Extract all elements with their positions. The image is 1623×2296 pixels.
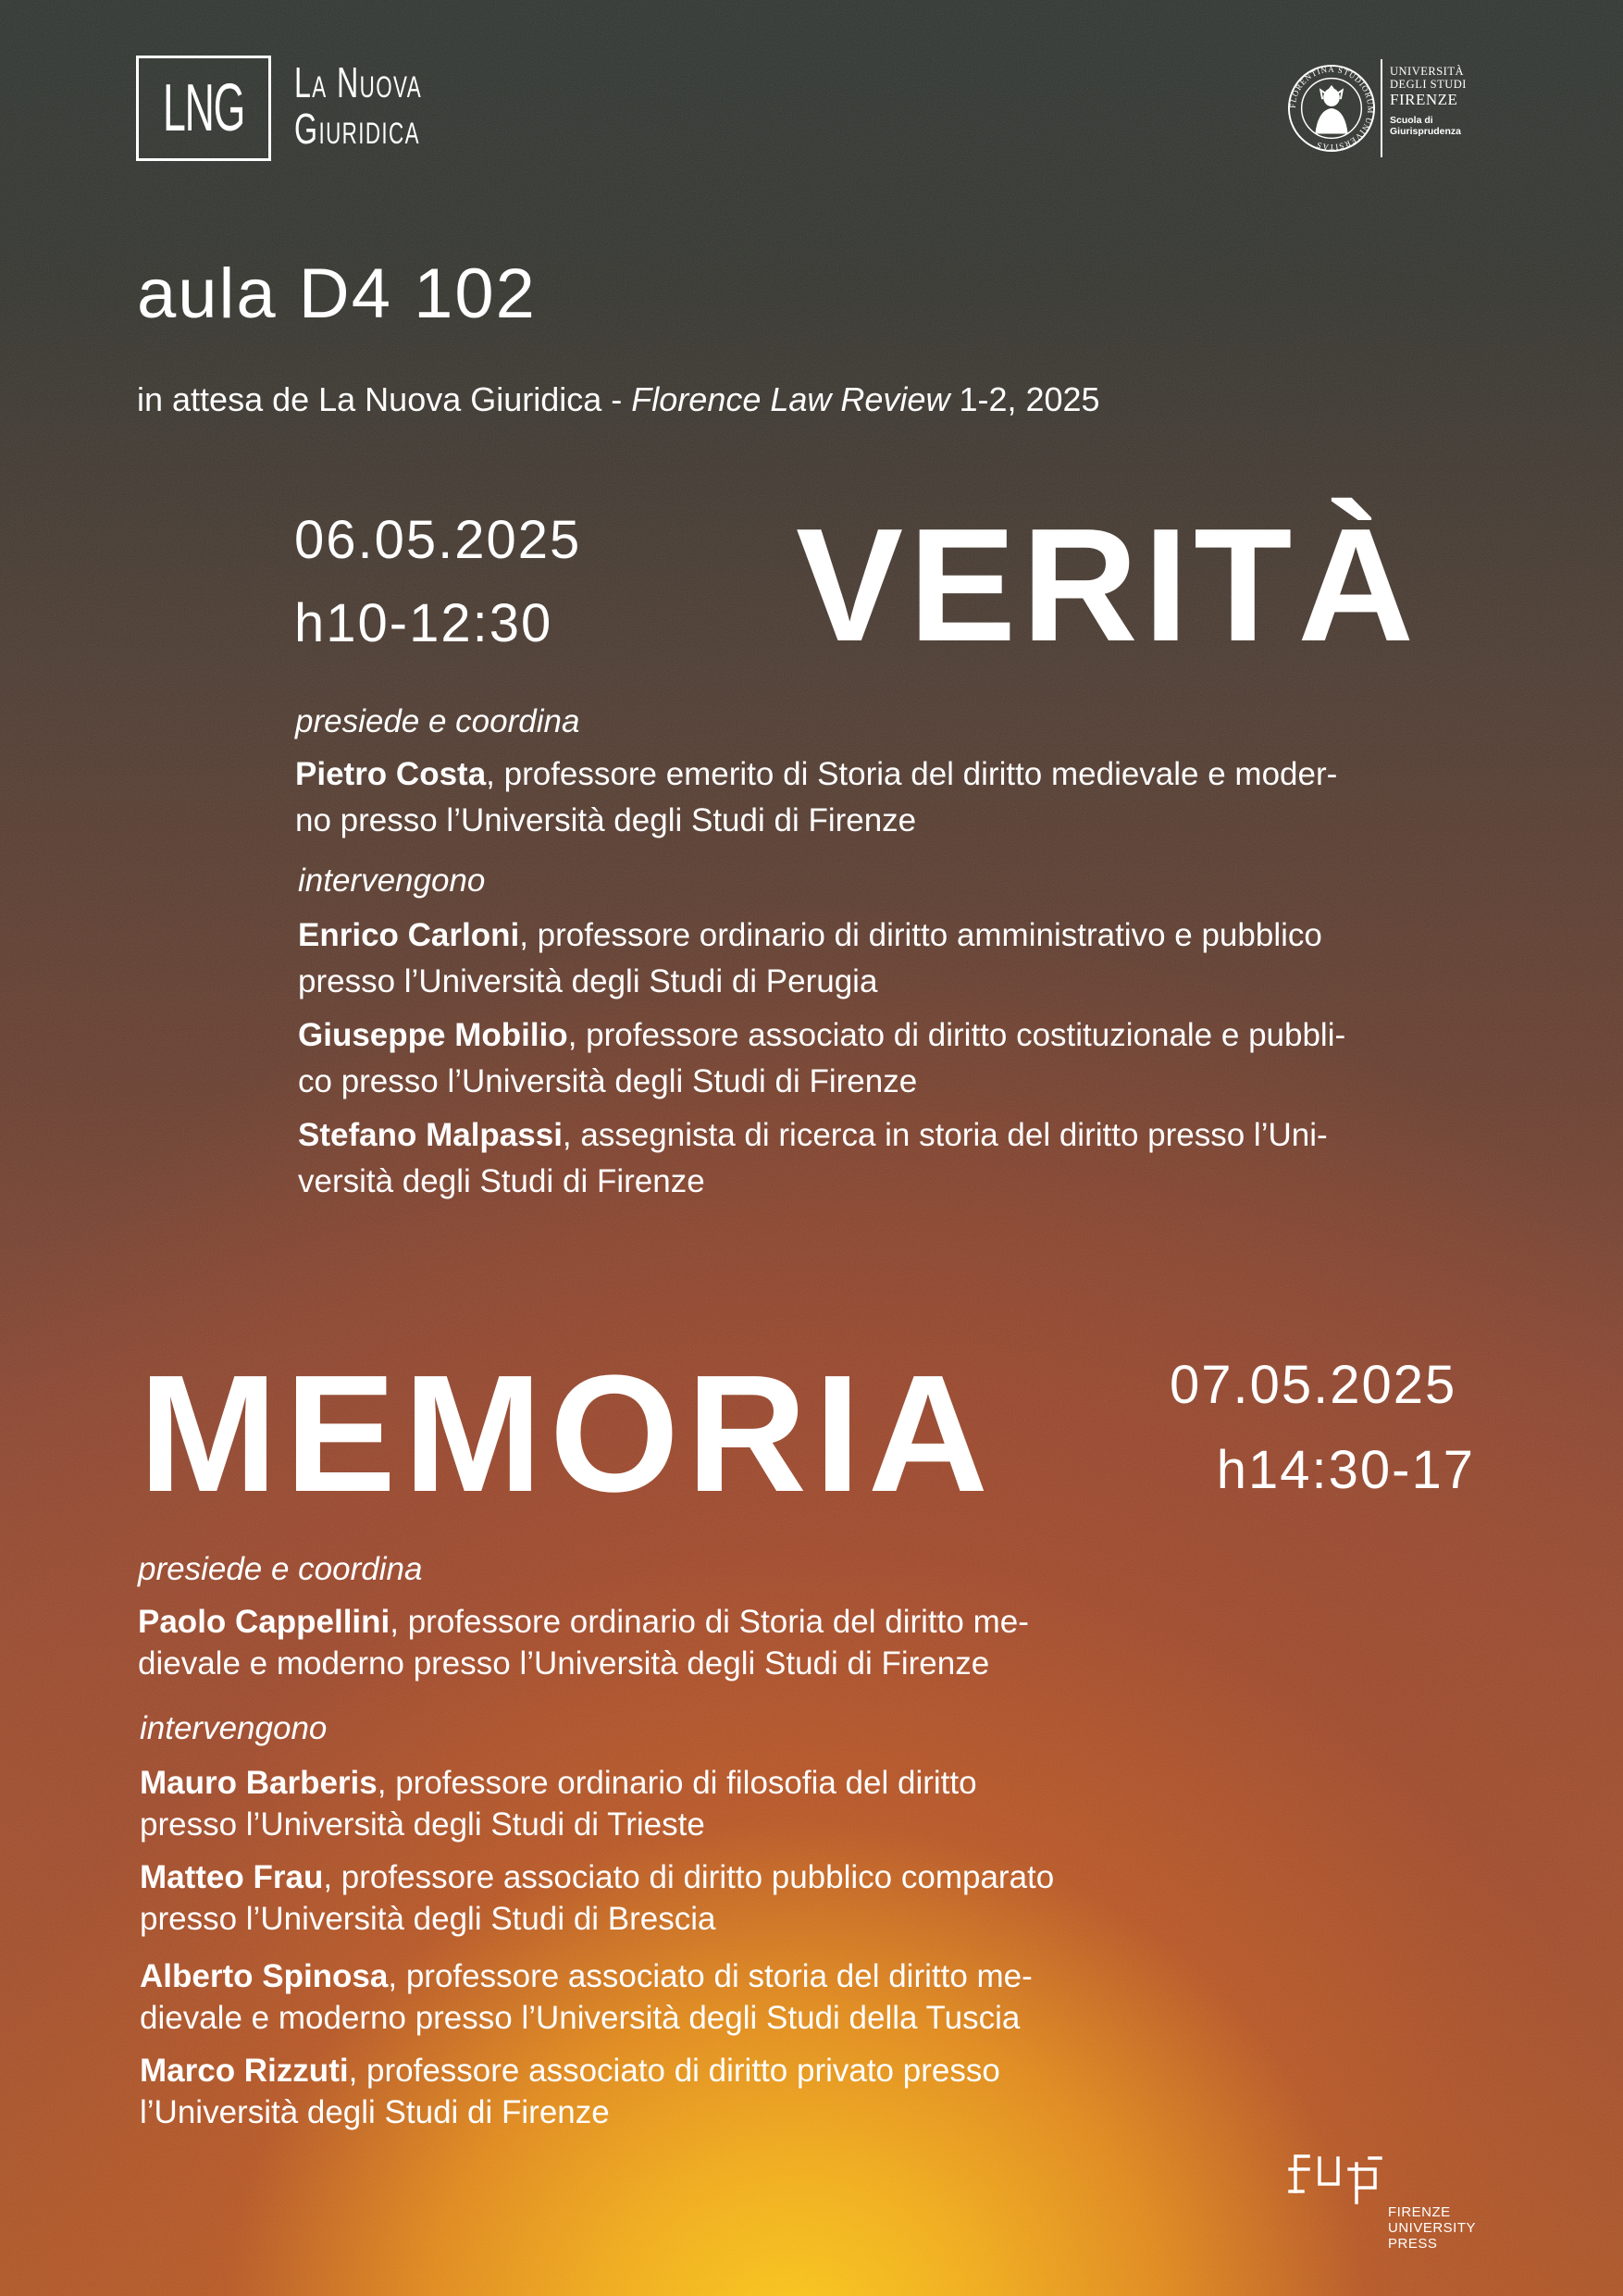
- fup-logo: [1288, 2147, 1510, 2258]
- university-name-line1: UNIVERSITÀ: [1390, 65, 1464, 78]
- session1-chair-desc-line1: , professore emerito di Storia del diritto medievale e moder-: [486, 756, 1338, 792]
- session1-speaker: [298, 1112, 1328, 1205]
- speaker-desc-line1: , professore associato di diritto privato presso: [348, 2053, 1000, 2089]
- university-name-line2: DEGLI STUDI: [1390, 78, 1467, 91]
- session1-time: h10-12:30: [294, 593, 553, 653]
- session1-speakers-label: intervengono: [298, 863, 486, 899]
- session2-chair-desc-line1: , professore ordinario di Storia del diritto me-: [390, 1604, 1029, 1640]
- session2-chair-label: presiede e coordina: [138, 1551, 423, 1587]
- session2-time: h14:30-17: [1216, 1440, 1475, 1500]
- session2-title: MEMORIA: [139, 1341, 996, 1527]
- session1-chair-name: Pietro Costa: [295, 756, 487, 792]
- room-label: aula D4 102: [137, 254, 537, 333]
- fup-name-line3: PRESS: [1388, 2236, 1438, 2252]
- session2-speaker: [140, 2050, 1000, 2133]
- session2-speaker: [140, 1762, 977, 1845]
- session1-chair-desc-line2: no presso l’Università degli Studi di Firenze: [295, 802, 917, 838]
- university-name-line3: FIRENZE: [1390, 91, 1458, 108]
- session1-chair: [295, 751, 1337, 844]
- speaker-desc-line1: , professore ordinario di filosofia del diritto: [377, 1765, 977, 1801]
- speaker-name: Alberto Spinosa: [140, 1958, 389, 1994]
- session2-chair: [138, 1601, 1029, 1684]
- speaker-name: Enrico Carloni: [298, 917, 520, 953]
- speaker-desc-line1: , professore associato di storia del diritto me-: [388, 1958, 1033, 1994]
- session1-title: VERITÀ: [796, 494, 1420, 675]
- session1-chair-label: presiede e coordina: [295, 703, 580, 739]
- fup-monogram-icon: [1288, 2147, 1408, 2212]
- university-logo: [1286, 59, 1471, 161]
- session2-speakers-label: intervengono: [140, 1710, 328, 1746]
- university-seal-icon: [1286, 63, 1377, 154]
- speaker-desc-line2: dievale e moderno presso l’Università degli Studi della Tuscia: [140, 2000, 1021, 2036]
- session1-speaker: [298, 1012, 1345, 1105]
- speaker-name: Giuseppe Mobilio: [298, 1017, 568, 1053]
- fup-name: [1388, 2204, 1476, 2252]
- session1-speaker: [298, 912, 1322, 1005]
- speaker-desc-line2: presso l’Università degli Studi di Trieste: [140, 1806, 705, 1843]
- lng-logo-name-line2: Giuridica: [294, 105, 420, 153]
- lng-logo-name-line1: La Nuova: [294, 58, 423, 106]
- session2-speaker: [140, 1856, 1054, 1940]
- event-subtitle-suffix: 1-2, 2025: [949, 380, 1100, 418]
- speaker-desc-line1: , professore ordinario di diritto amministrativo e pubblico: [519, 917, 1322, 953]
- speaker-desc-line2: versità degli Studi di Firenze: [298, 1163, 705, 1199]
- fup-name-line1: FIRENZE: [1388, 2204, 1451, 2220]
- session2-chair-desc-line2: dievale e moderno presso l’Università degli Studi di Firenze: [138, 1645, 990, 1682]
- speaker-desc-line2: co presso l’Università degli Studi di Firenze: [298, 1063, 918, 1099]
- event-subtitle-journal: Florence Law Review: [631, 380, 950, 418]
- speaker-desc-line1: , assegnista di ricerca in storia del diritto presso l’Uni-: [562, 1117, 1328, 1153]
- session2-date: 07.05.2025: [1170, 1355, 1457, 1415]
- university-seal-text: FLORENTINA STUDIORUM UNIVERSITAS: [1287, 64, 1376, 153]
- lng-logo: [136, 56, 271, 161]
- session1-date: 06.05.2025: [294, 510, 582, 570]
- event-subtitle-prefix: in attesa de La Nuova Giuridica -: [137, 380, 632, 418]
- speaker-desc-line2: presso l’Università degli Studi di Perugia: [298, 963, 878, 999]
- speaker-name: Mauro Barberis: [140, 1765, 378, 1801]
- session2-speaker: [140, 1955, 1033, 2039]
- lng-logo-name: [294, 59, 422, 152]
- event-subtitle: [137, 380, 1100, 418]
- speaker-desc-line1: , professore associato di diritto pubblico comparato: [323, 1859, 1055, 1895]
- speaker-name: Matteo Frau: [140, 1859, 324, 1895]
- university-school-line1: Scuola di: [1390, 115, 1433, 126]
- fup-name-line2: UNIVERSITY: [1388, 2220, 1477, 2236]
- university-logo-divider: [1381, 59, 1382, 157]
- speaker-desc-line2: presso l’Università degli Studi di Brescia: [140, 1901, 716, 1937]
- university-school-line2: Giurisprudenza: [1390, 126, 1462, 137]
- university-logo-text: [1390, 65, 1467, 137]
- speaker-name: Marco Rizzuti: [140, 2053, 349, 2089]
- lng-logo-letters: LNG: [162, 71, 245, 145]
- speaker-desc-line1: , professore associato di diritto costituzionale e pubbli-: [567, 1017, 1346, 1053]
- speaker-name: Stefano Malpassi: [298, 1117, 563, 1153]
- speaker-desc-line2: l’Università degli Studi di Firenze: [140, 2094, 610, 2130]
- session2-chair-name: Paolo Cappellini: [138, 1604, 390, 1640]
